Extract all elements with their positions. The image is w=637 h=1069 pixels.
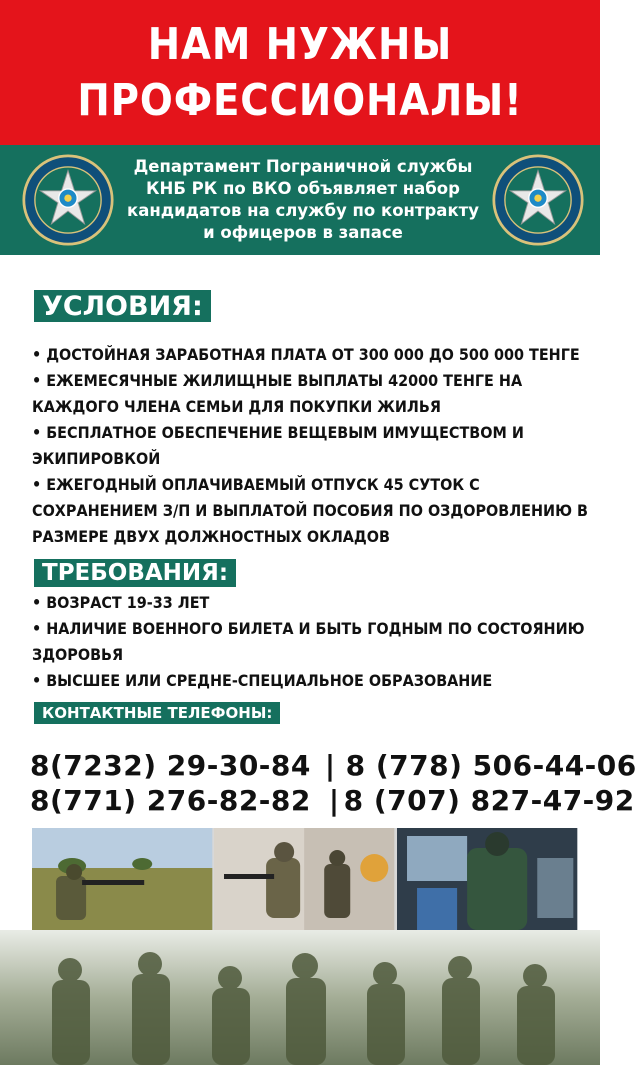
list-item: ЗДОРОВЬЯ xyxy=(32,645,124,664)
department-band xyxy=(0,145,600,255)
list-item: ЭКИПИРОВКОЙ xyxy=(32,449,161,468)
list-item: • ЕЖЕГОДНЫЙ ОПЛАЧИВАЕМЫЙ ОТПУСК 45 СУТОК С xyxy=(32,475,480,494)
top-banner xyxy=(0,0,600,145)
requirements-label: ТРЕБОВАНИЯ: xyxy=(34,559,236,587)
phone-number[interactable]: 8 (778) 506-44-06 xyxy=(345,749,637,782)
border-service-emblem-icon xyxy=(492,154,584,246)
list-item: • НАЛИЧИЕ ВОЕННОГО БИЛЕТА И БЫТЬ ГОДНЫМ ПО СОСТОЯНИЮ xyxy=(32,619,585,638)
headline-line-2: ПРОФЕССИОНАЛЫ! xyxy=(77,74,523,126)
phone-row xyxy=(30,748,637,783)
list-item: СОХРАНЕНИЕМ З/П И ВЫПЛАТОЙ ПОСОБИЯ ПО ОЗДОРОВЛЕНИЮ В xyxy=(32,501,588,520)
conditions-label: УСЛОВИЯ: xyxy=(34,290,211,322)
phone-separator: | xyxy=(324,749,336,782)
list-item: КАЖДОГО ЧЛЕНА СЕМЬИ ДЛЯ ПОКУПКИ ЖИЛЬЯ xyxy=(32,397,441,416)
list-item: • ЕЖЕМЕСЯЧНЫЕ ЖИЛИЩНЫЕ ВЫПЛАТЫ 42000 ТЕНГЕ НА xyxy=(32,371,523,390)
phone-number[interactable]: 8(771) 276-82-82 xyxy=(30,784,311,817)
phone-separator: | xyxy=(328,784,340,817)
photo-strip xyxy=(32,828,577,930)
department-line: Департамент Пограничной службы xyxy=(133,157,473,176)
phone-number[interactable]: 8 (707) 827-47-92 xyxy=(343,784,635,817)
phone-row xyxy=(30,783,635,818)
list-item: • БЕСПЛАТНОЕ ОБЕСПЕЧЕНИЕ ВЕЩЕВЫМ ИМУЩЕСТВОМ И xyxy=(32,423,524,442)
list-item: • ВЫСШЕЕ ИЛИ СРЕДНЕ-СПЕЦИАЛЬНОЕ ОБРАЗОВАНИЕ xyxy=(32,671,493,690)
headline-line-1: НАМ НУЖНЫ xyxy=(147,18,453,70)
phone-numbers xyxy=(30,748,637,818)
phone-number[interactable]: 8(7232) 29-30-84 xyxy=(30,749,311,782)
soldiers-group-photo xyxy=(0,930,600,1065)
list-item: РАЗМЕРЕ ДВУХ ДОЛЖНОСТНЫХ ОКЛАДОВ xyxy=(32,527,390,546)
department-line: кандидатов на службу по контракту xyxy=(127,201,479,220)
list-item: • ДОСТОЙНАЯ ЗАРАБОТНАЯ ПЛАТА ОТ 300 000 ДО 500 000 ТЕНГЕ xyxy=(32,345,580,364)
conditions-list xyxy=(32,342,588,550)
soldier-aiming-photo xyxy=(32,828,212,930)
contacts-label: КОНТАКТНЫЕ ТЕЛЕФОНЫ: xyxy=(34,702,280,724)
border-control-photo xyxy=(397,828,577,930)
requirements-list xyxy=(32,590,588,694)
soldiers-training-photo xyxy=(214,828,394,930)
border-service-emblem-icon xyxy=(22,154,114,246)
list-item: • ВОЗРАСТ 19-33 ЛЕТ xyxy=(32,593,210,612)
department-announcement xyxy=(114,156,492,244)
department-line: КНБ РК по ВКО объявляет набор xyxy=(146,179,460,198)
department-line: и офицеров в запасе xyxy=(203,223,403,242)
